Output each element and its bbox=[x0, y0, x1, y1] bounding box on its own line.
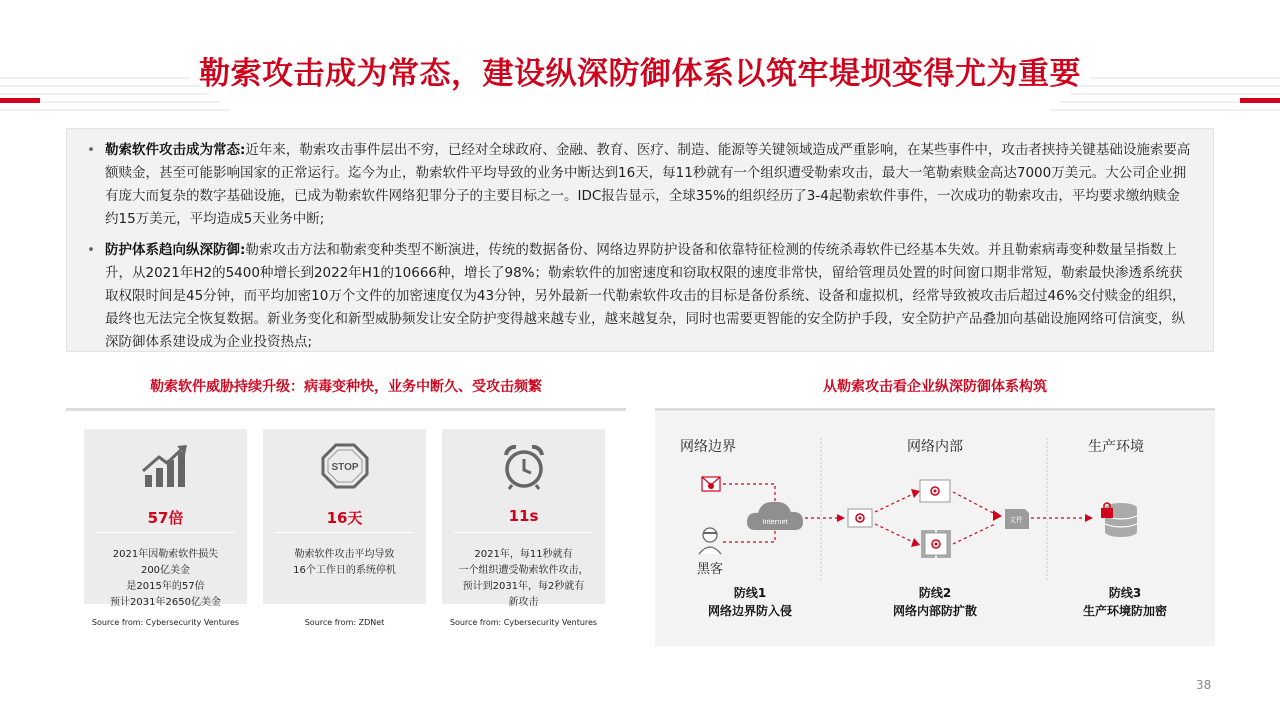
alarm-clock-icon bbox=[442, 443, 605, 493]
arrow-head bbox=[911, 538, 920, 547]
desc-line: 2021年因勒索软件损失 bbox=[112, 549, 219, 560]
desc-line: 200亿美金 bbox=[140, 565, 191, 576]
desc-line: 预计2031年2650亿美金 bbox=[110, 597, 221, 608]
arrow-head bbox=[1085, 514, 1093, 522]
firewall-icon bbox=[848, 509, 872, 527]
defense-desc: 网络内部防扩散 bbox=[892, 604, 977, 618]
stat-value: 16天 bbox=[326, 509, 363, 527]
bullet-text: 勒索攻击方法和勒索变种类型不断演进，传统的数据备份、网络边界防护设备和依靠特征检测的传统杀毒软件已经基本失效。并且勒索病毒变种数量呈指数上升，从2021年H2的5400种增长到2022年H1的10666种，增长了98%；勒索软件的加密速度和窃取权限的速度非常快，留给管理员处置的时间窗口期非常短，勒索最快渗透系统获取权限时间是45分钟，而平均加密10万个文件的加密速度仅为43分钟，另外最新一代勒索软件攻击的目标是备份系统、设备和虚拟机，经常导致被攻击后超过46%交付赎金的组织，最终也无法完全恢复数据。新业务变化和新型威胁频发让安全防护变得越来越专业，越来越复杂，同时也需要更智能的安全防护手段，安全防护产品叠加向基础设施网络可信演变，纵深防御体系建设成为企业投资热点; bbox=[105, 242, 1186, 350]
attack-path bbox=[953, 492, 995, 514]
stat-description bbox=[90, 547, 241, 611]
defense-desc: 生产环境防加密 bbox=[1082, 604, 1167, 618]
bullet-ransomware-normal bbox=[87, 139, 1193, 231]
section-divider bbox=[655, 408, 1215, 411]
attack-path bbox=[953, 524, 995, 544]
bullet-marker: • bbox=[87, 142, 95, 158]
stat-card-downtime bbox=[263, 429, 426, 604]
divider bbox=[275, 532, 414, 533]
stat-description bbox=[448, 547, 599, 611]
desc-line: 16个工作日的系统停机 bbox=[293, 565, 396, 576]
attack-path bbox=[875, 524, 913, 542]
bullet-lead: 勒索软件攻击成为常态: bbox=[105, 142, 246, 158]
desc-line: 勒索软件攻击平均导致 bbox=[294, 549, 395, 560]
desc-line: 预计到2031年，每2秒就有 bbox=[462, 581, 585, 592]
defense-name: 防线1 bbox=[733, 586, 767, 600]
database-lock-icon bbox=[1101, 503, 1137, 537]
source-note: Source from: ZDNet bbox=[304, 618, 385, 627]
defense-line-1 bbox=[685, 584, 815, 620]
file-icon bbox=[1005, 509, 1029, 529]
stat-card-loss bbox=[84, 429, 247, 608]
arrow-head bbox=[993, 510, 1002, 521]
stop-text: STOP bbox=[330, 462, 359, 473]
section-divider bbox=[66, 408, 626, 411]
summary-box bbox=[66, 128, 1214, 352]
divider bbox=[454, 532, 593, 533]
file-label: 文件 bbox=[1009, 516, 1023, 524]
defense-name: 防线3 bbox=[1108, 586, 1142, 600]
left-section-title: 勒索软件威胁持续升级：病毒变种快，业务中断久、受攻击频繁 bbox=[150, 379, 542, 395]
email-alert-icon bbox=[702, 477, 720, 491]
bullet-lead: 防护体系趋向纵深防御: bbox=[105, 242, 246, 258]
hacker-label: 黑客 bbox=[697, 562, 724, 577]
threat-stats-panel bbox=[66, 412, 626, 642]
bullet-marker: • bbox=[87, 242, 95, 258]
stat-card-frequency bbox=[442, 429, 605, 608]
column-label-production: 生产环境 bbox=[1088, 439, 1144, 455]
arrow-head bbox=[837, 514, 845, 522]
defense-diagram-panel bbox=[655, 412, 1215, 646]
column-label-internal-network: 网络内部 bbox=[907, 439, 963, 455]
desc-line: 是2015年的57倍 bbox=[126, 581, 205, 592]
stat-value: 11s bbox=[508, 507, 539, 525]
growth-chart-icon bbox=[84, 443, 247, 493]
source-note: Source from: Cybersecurity Ventures bbox=[91, 618, 240, 627]
defense-desc: 网络边界防入侵 bbox=[707, 604, 792, 618]
defense-line-2 bbox=[870, 584, 1000, 620]
divider bbox=[96, 532, 235, 533]
hacker-icon bbox=[699, 528, 721, 554]
internet-label: Internet bbox=[762, 517, 788, 526]
stat-description bbox=[269, 547, 420, 579]
arrow-head bbox=[911, 489, 920, 498]
column-label-network-edge: 网络边界 bbox=[680, 439, 736, 455]
desc-line: 新攻击 bbox=[508, 597, 539, 608]
defense-name: 防线2 bbox=[918, 586, 952, 600]
server-icon bbox=[921, 530, 951, 558]
monitor-icon bbox=[920, 480, 950, 502]
bullet-text: 近年来，勒索攻击事件层出不穷，已经对全球政府、金融、教育、医疗、制造、能源等关键领域造成严重影响，在某些事件中，攻击者挟持关键基础设施索要高额赎金，甚至可能影响国家的正常运行。迄今为止，勒索软件平均导致的业务中断达到16天，每11秒就有一个组织遭受勒索攻击，最大一笔勒索赎金高达7000万美元。大公司企业拥有庞大而复杂的数字基础设施，已成为勒索软件网络犯罪分子的主要目标之一。IDC报告显示，全球35%的组织经历了3-4起勒索软件事件，一次成功的勒索攻击，平均要求缴纳赎金约15万美元，平均造成5天业务中断; bbox=[105, 142, 1191, 227]
attack-path bbox=[875, 494, 913, 512]
stat-value: 57倍 bbox=[147, 509, 184, 527]
internet-cloud-icon bbox=[747, 502, 803, 530]
stop-sign-icon bbox=[263, 443, 426, 493]
bullet-defense-in-depth bbox=[87, 239, 1193, 354]
desc-line: 2021年，每11秒就有 bbox=[474, 549, 573, 560]
desc-line: 一个组织遭受勒索软件攻击， bbox=[458, 565, 589, 576]
page-number: 38 bbox=[1196, 678, 1212, 692]
source-note: Source from: Cybersecurity Ventures bbox=[449, 618, 598, 627]
page-title: 勒索攻击成为常态，建设纵深防御体系以筑牢堤坝变得尤为重要 bbox=[199, 56, 1081, 92]
right-section-title: 从勒索攻击看企业纵深防御体系构筑 bbox=[823, 379, 1047, 395]
defense-line-3 bbox=[1060, 584, 1190, 620]
